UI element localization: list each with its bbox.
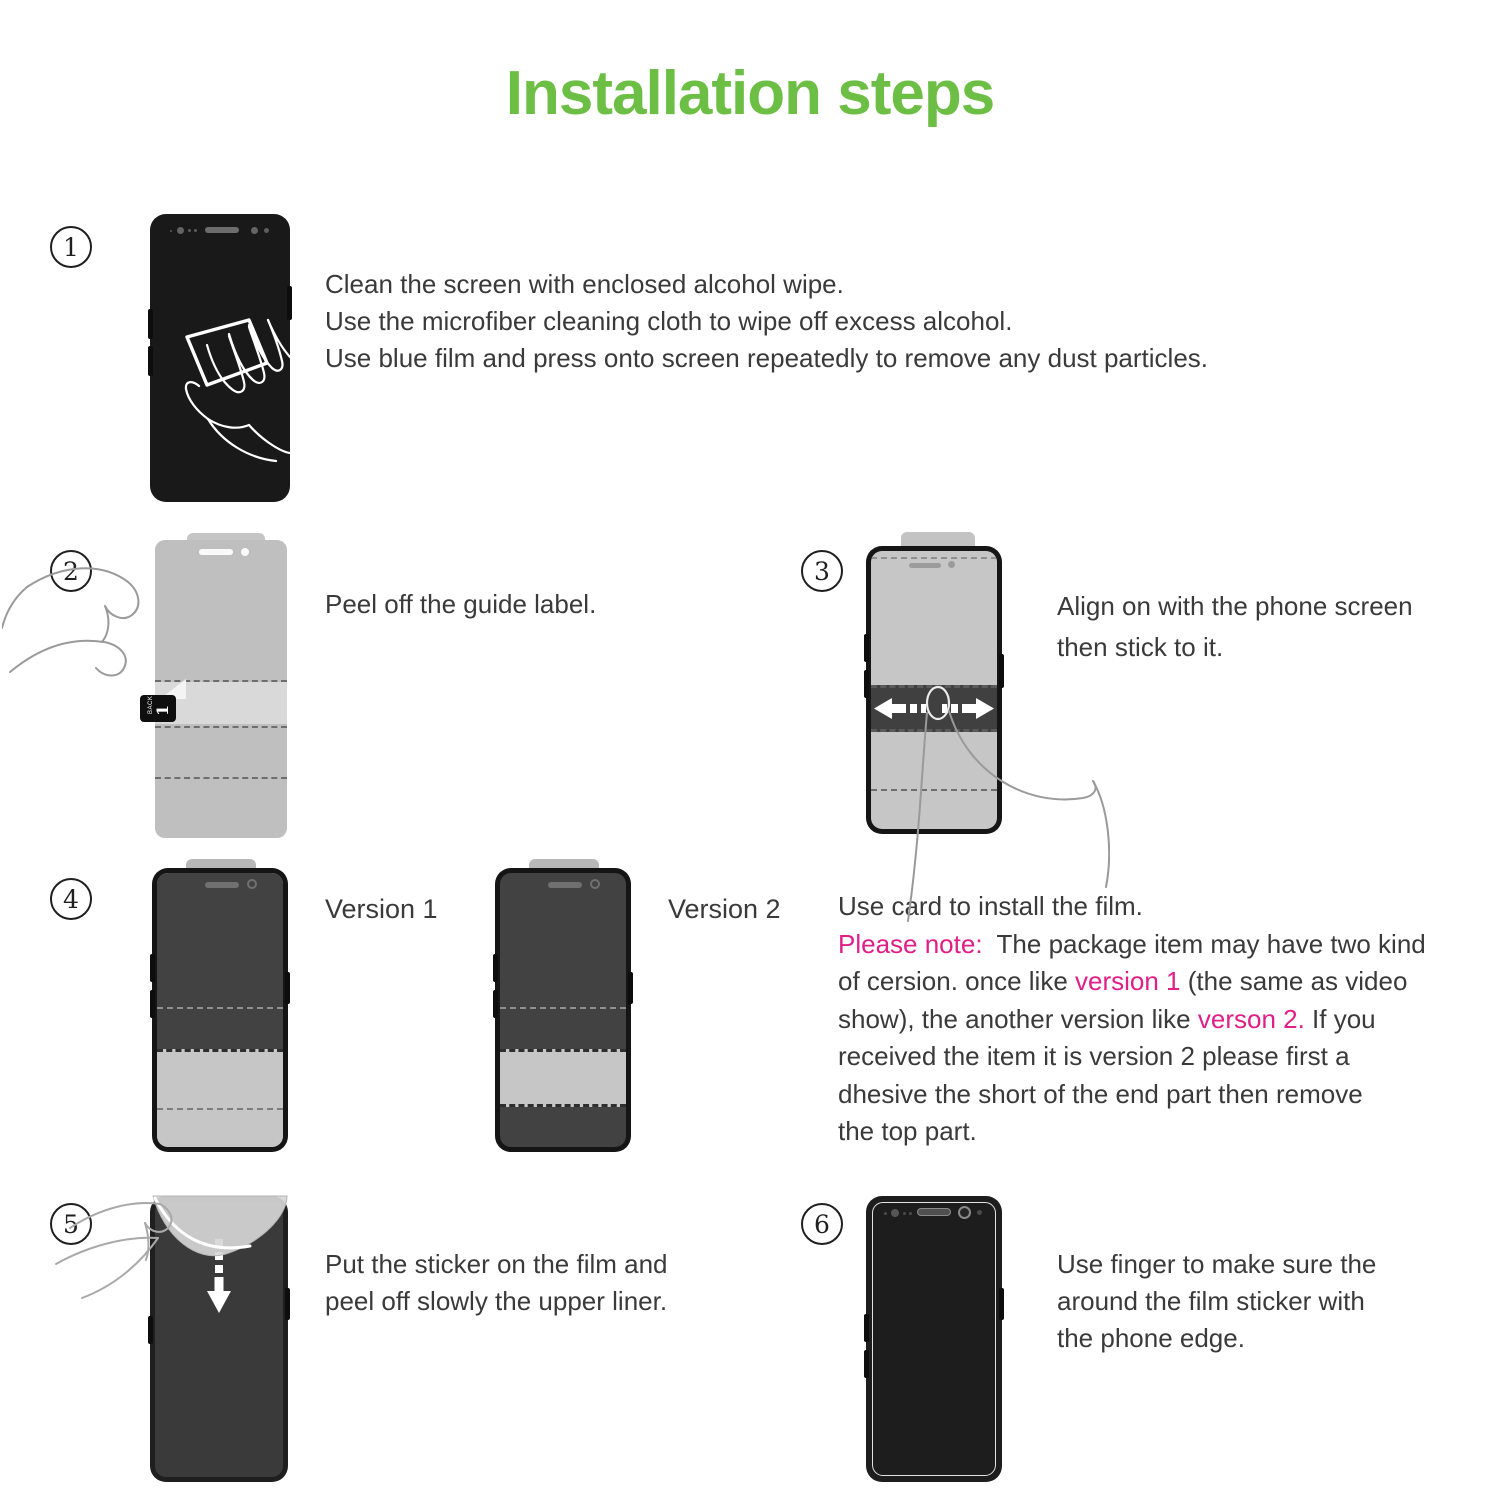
- step5-number: 5: [63, 1209, 79, 1239]
- dashed-guide-line: [155, 726, 287, 728]
- step1-instructions: Clean the screen with enclosed alcohol wipe. Use the microfiber cleaning cloth to wipe off excess alcohol. Use blue film and press onto screen repeatedly to remove any dust particles.: [325, 269, 1209, 373]
- phone-finished-illustration: [866, 1196, 1002, 1482]
- version1-label: Version 1: [325, 894, 438, 924]
- dashed-guide-line: [155, 777, 287, 779]
- dark-liner-section: [157, 873, 283, 1049]
- phone-version2-illustration: [495, 868, 631, 1152]
- back-tab-label: BACK: [148, 695, 154, 714]
- hand-peeling-icon: [2, 552, 167, 752]
- step4-instructions: Use card to install the film. Please note: The package item may have two kind of cersion. once like version 1 (the same as video show), the another version like verson 2. If you received the item it is version 2 please first a dhesive the short of the end part then remove the top part.: [838, 891, 1426, 1146]
- hand-wiping-icon: [150, 214, 290, 502]
- step1-number: 1: [63, 232, 79, 262]
- step6-number: 6: [814, 1209, 830, 1239]
- light-liner-section: [157, 1049, 283, 1147]
- step3-instructions: Align on with the phone screen then stick to it.: [1057, 591, 1413, 662]
- step6-instructions: Use finger to make sure the around the film sticker with the phone edge.: [1057, 1249, 1377, 1353]
- version2-label: Version 2: [668, 894, 781, 924]
- step3-number-badge: [801, 550, 843, 592]
- dashed-guide-line: [157, 1007, 283, 1009]
- volume-button: [148, 309, 153, 339]
- film-edge-outline: [872, 1202, 996, 1476]
- hand-lifting-liner-icon: [40, 1166, 310, 1346]
- step6-number-badge: [801, 1203, 843, 1245]
- volume-button: [148, 346, 153, 376]
- step2-instructions: Peel off the guide label.: [325, 589, 597, 619]
- power-button: [287, 286, 292, 320]
- step3-number: 3: [814, 556, 830, 586]
- dashed-guide-line: [871, 557, 997, 559]
- step4-number-badge: [50, 878, 92, 920]
- phone-version1-illustration: [152, 868, 288, 1152]
- page-title: Installation steps: [505, 59, 995, 128]
- step5-instructions: Put the sticker on the film and peel off slowly the upper liner.: [325, 1249, 668, 1316]
- screen-protector-film-illustration: [155, 540, 287, 838]
- dashed-guide-line: [157, 1108, 283, 1110]
- finger-press-icon: [880, 655, 1110, 925]
- phone-cleaning-illustration: [150, 214, 290, 502]
- back-tab-number: 1: [153, 704, 172, 716]
- dashed-guide-line: [500, 1007, 626, 1009]
- step4-number: 4: [63, 884, 79, 914]
- step2-number: 2: [63, 556, 79, 586]
- light-liner-band: [500, 1049, 626, 1107]
- step1-number-badge: [50, 226, 92, 268]
